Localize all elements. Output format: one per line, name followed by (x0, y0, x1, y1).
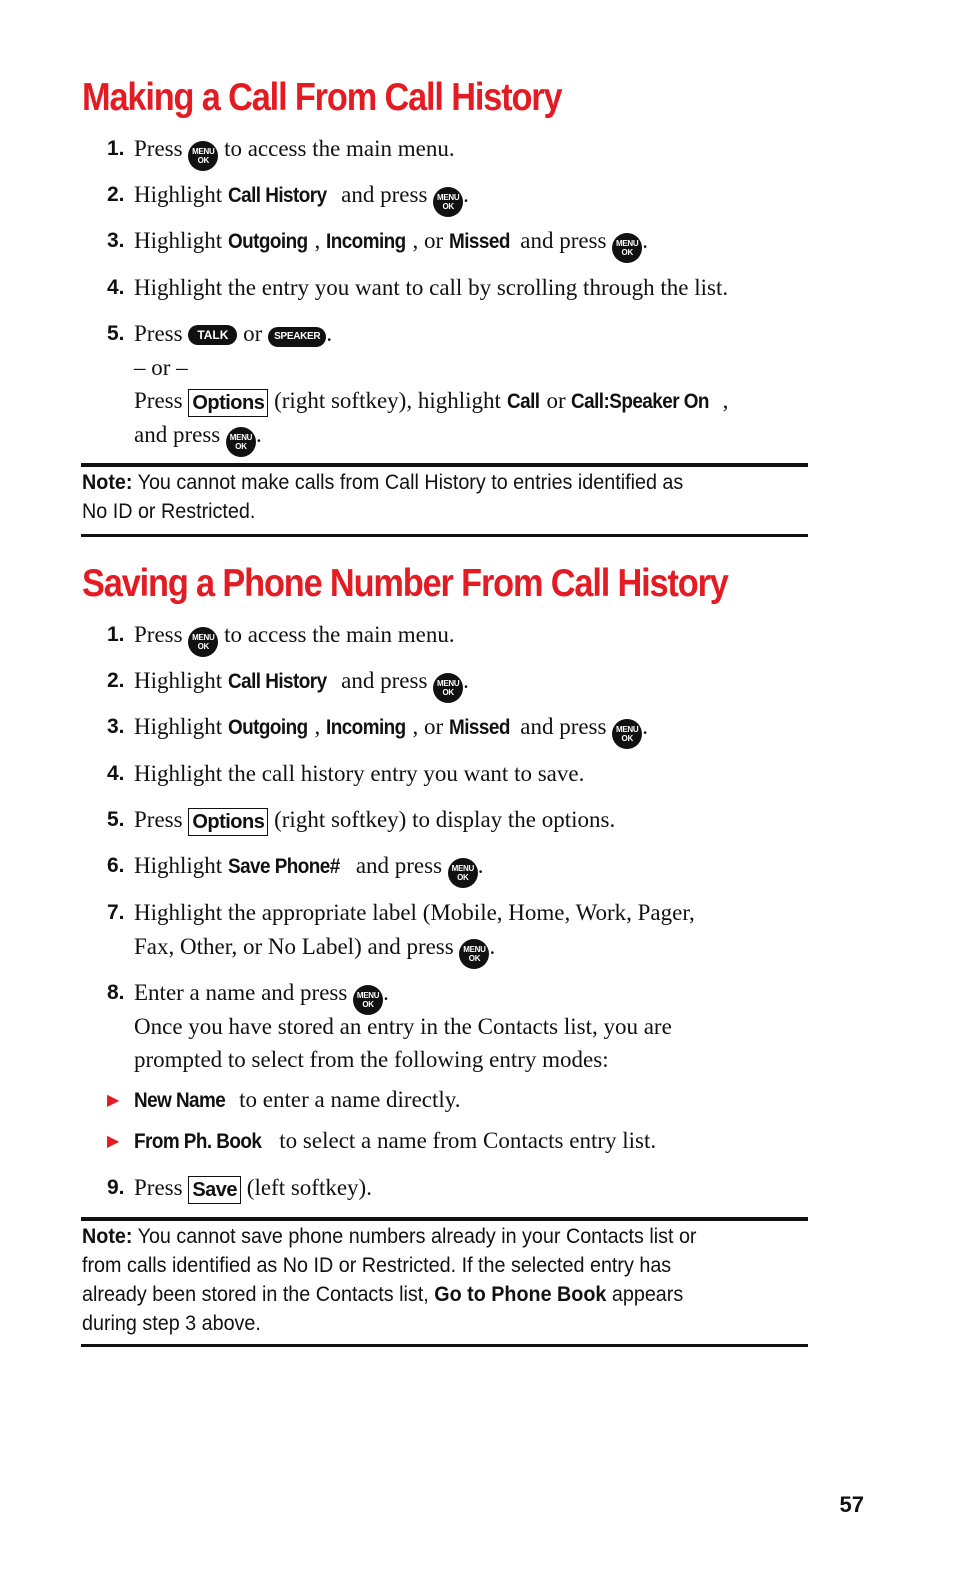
note-rule-top (81, 1217, 808, 1221)
step-text: Highlight Call History and press MENU OK . (134, 664, 824, 703)
options-softkey-label: Options (188, 808, 268, 836)
step-number: 3. (107, 229, 125, 252)
step-text: and press MENU OK . (134, 418, 824, 457)
note-1: Note: You cannot make calls from Call History to entries identified as No ID or Restricted. (82, 471, 684, 523)
step-text: prompted to select from the following entry modes: (134, 1047, 609, 1072)
step-text: Press MENU OK to access the main menu. (134, 132, 824, 171)
step-text: Press Save (left softkey). (134, 1171, 824, 1205)
step-number: 2. (107, 183, 125, 206)
step-number: 1. (107, 623, 125, 646)
step-text: Press Options (right softkey) to display the options. (134, 803, 824, 837)
step-number: 1. (107, 137, 125, 160)
menu-ok-key-icon: MENU OK (188, 141, 218, 171)
note-2: Note: You cannot save phone numbers already in your Contacts list or from calls identified as No ID or Restricted. If the selected entry has already been stored in the Contacts list, Go to Phone Book appears during step 3 above. (82, 1225, 697, 1335)
section-title-saving-number: Saving a Phone Number From Call History (82, 562, 728, 605)
step-text: Highlight the appropriate label (Mobile, Home, Work, Pager, (134, 900, 695, 925)
menu-ok-key-icon: MENU OK (612, 719, 642, 749)
step-number: 4. (107, 276, 125, 299)
step-text: Highlight Save Phone# and press MENU OK . (134, 849, 824, 888)
save-softkey-label: Save (188, 1176, 241, 1204)
section-title-making-call: Making a Call From Call History (82, 76, 562, 119)
step-number: 4. (107, 762, 125, 785)
step-number: 8. (107, 981, 125, 1004)
step-number: 5. (107, 808, 125, 831)
talk-key-icon: TALK (188, 325, 237, 345)
note-rule-top (81, 463, 808, 467)
bullet-item: New Name to enter a name directly. (134, 1087, 461, 1112)
step-text: Highlight the entry you want to call by scrolling through the list. (134, 275, 729, 300)
menu-ok-key-icon: MENU OK (188, 627, 218, 657)
menu-ok-key-icon: MENU OK (433, 187, 463, 217)
bullet-arrow-icon: ▶ (107, 1090, 120, 1109)
menu-ok-key-icon: MENU OK (433, 673, 463, 703)
menu-ok-key-icon: MENU OK (612, 233, 642, 263)
step-number: 5. (107, 322, 125, 345)
step-number: 9. (107, 1176, 125, 1199)
step-number: 3. (107, 715, 125, 738)
step-text: Highlight Outgoing , Incoming , or Missed and press MENU OK . (134, 224, 824, 263)
menu-ok-key-icon: MENU OK (353, 985, 383, 1015)
step-text: Once you have stored an entry in the Contacts list, you are (134, 1014, 672, 1039)
step-text: Press MENU OK to access the main menu. (134, 618, 824, 657)
step-text: Highlight the call history entry you want to save. (134, 761, 585, 786)
step-alt: – or – (134, 355, 188, 380)
note-rule-bottom (81, 534, 808, 537)
step-text: Press Options (right softkey), highlight Call or Call:Speaker On , (134, 384, 824, 419)
step-number: 6. (107, 854, 125, 877)
step-text: Highlight Call History and press MENU OK . (134, 178, 824, 217)
step-number: 7. (107, 901, 125, 924)
page-number: 57 (839, 1492, 864, 1517)
options-softkey-label: Options (188, 389, 268, 417)
bullet-arrow-icon: ▶ (107, 1131, 120, 1150)
menu-ok-key-icon: MENU OK (448, 858, 478, 888)
menu-ok-key-icon: MENU OK (226, 427, 256, 457)
step-text: Highlight Outgoing , Incoming , or Missed and press MENU OK . (134, 710, 824, 749)
note-rule-bottom (81, 1344, 808, 1347)
bullet-item: From Ph. Book to select a name from Contacts entry list. (134, 1128, 657, 1153)
step-text: Enter a name and press MENU OK . (134, 976, 824, 1015)
step-text: Press TALK or SPEAKER . (134, 321, 333, 346)
menu-ok-key-icon: MENU OK (459, 939, 489, 969)
speaker-key-icon: SPEAKER (268, 327, 326, 347)
step-number: 2. (107, 669, 125, 692)
step-text: Fax, Other, or No Label) and press MENU OK . (134, 930, 824, 969)
